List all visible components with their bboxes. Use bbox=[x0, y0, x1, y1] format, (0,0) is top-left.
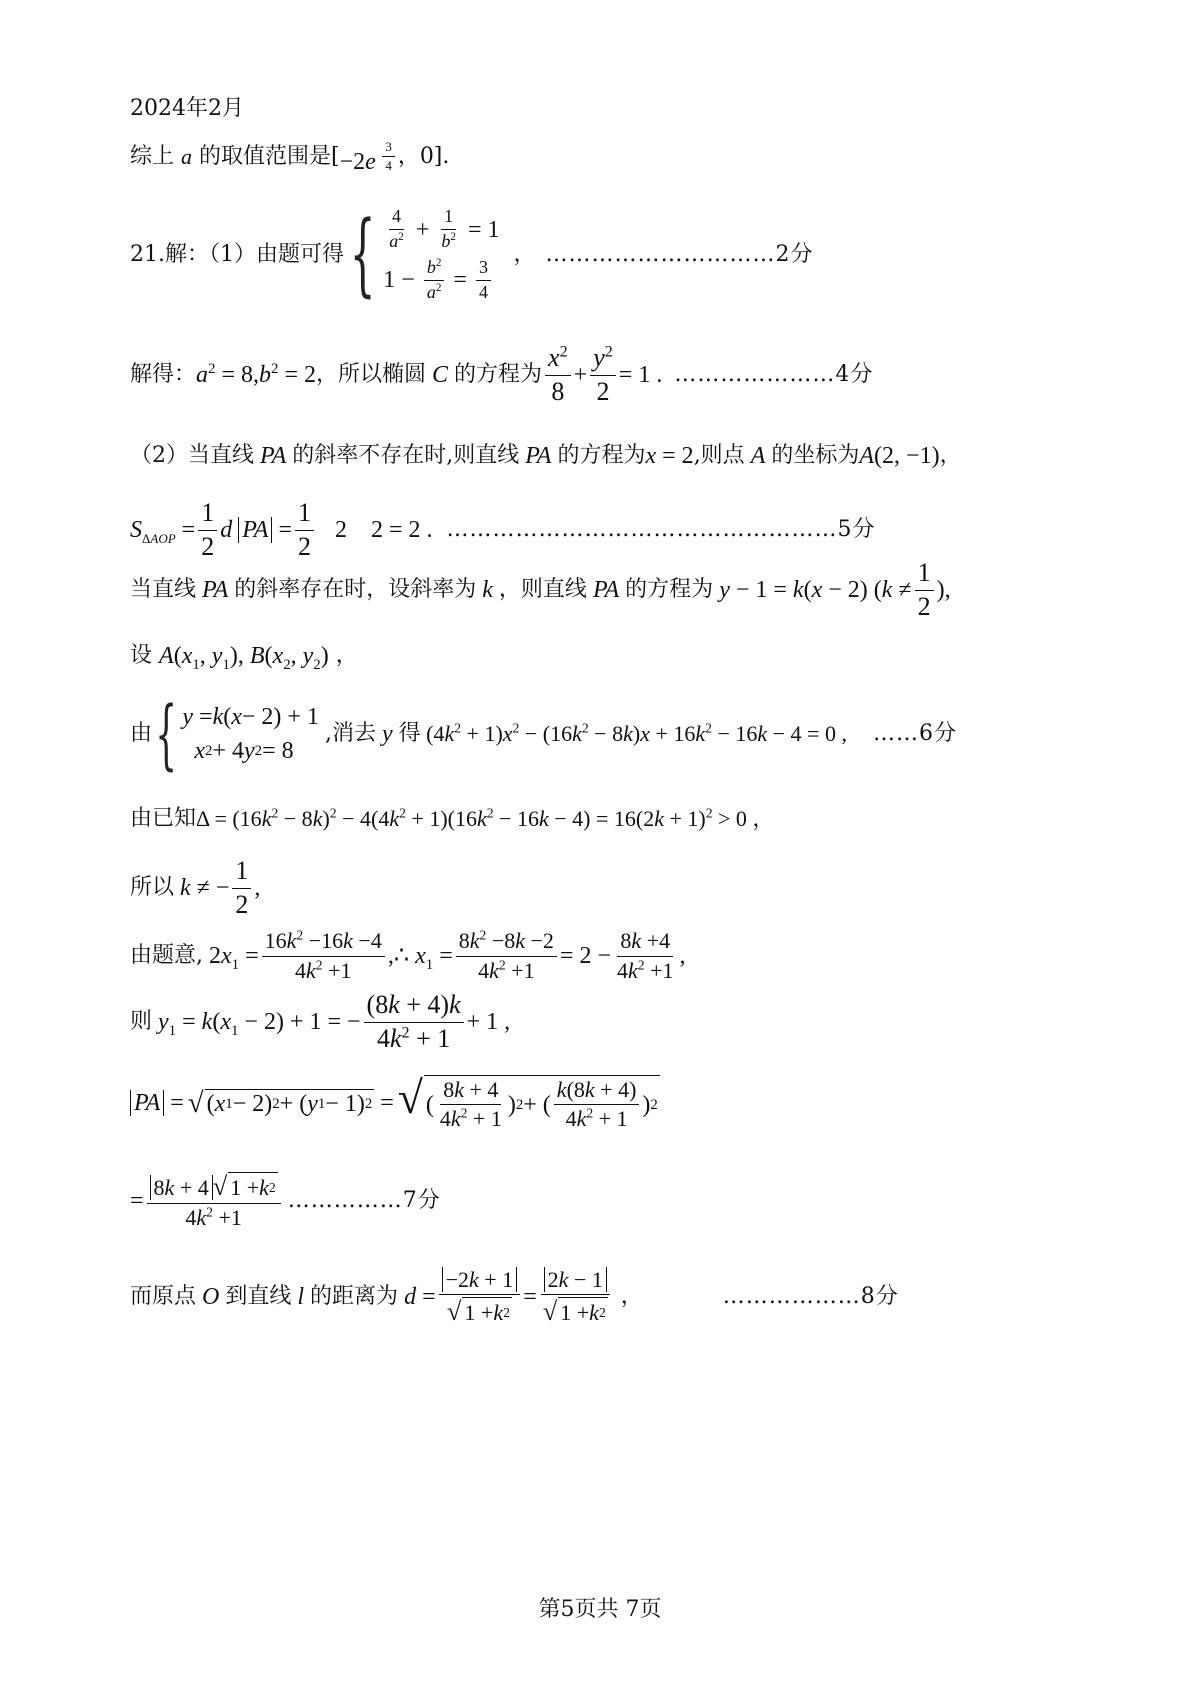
pa-line: PA = √ ( x 1 − 2) 2 + ( y 1 − 1) 2 = √ ( $\frac{8k + 4}{4k^2 + 1}$ ) 2 + ( $\frac{k(8k + 4)}{4k^2 + 1}$ ) 2 bbox=[130, 1068, 660, 1138]
score-2: …………………………2分 bbox=[545, 242, 814, 267]
score-5: ……………………………………………5分 bbox=[446, 517, 876, 542]
score-6: ……6分 bbox=[872, 721, 957, 746]
score-8: ………………8分 bbox=[722, 1284, 899, 1309]
system-line: 由 { y = k ( x − 2) + 1 x 2 + 4 y 2 = 8 ,消去 y 得 $(4k^2 + 1)x^2 - (16k^2 - 8k)x + 16k^2 - 16k - 4 = 0$ , ……6分 bbox=[130, 689, 957, 778]
solve-line: 解得： $a^2 = 8,b^2 = 2$ ，所以椭圆 C 的方程为 $\frac{x^2}{8}$ + $\frac{y^2}{2}$ = 1 . …………………4分 bbox=[130, 342, 874, 406]
pa-result-line: = 8k + 4 √ 1 + k 2 $4k^2 +1$ ……………7分 bbox=[130, 1170, 441, 1230]
slope-line: 当直线 PA 的斜率存在时，设斜率为 k ，则直线 PA 的方程为 y − 1 = k(x − 2) (k ≠ $\frac{1}{2}$ ), bbox=[130, 557, 951, 621]
area-line: $S_{\Delta AOP}$ = $\frac{1}{2}$ d PA = $\frac{1}{2}$ 2 2 = 2 . ……………………………………………5分 bbox=[130, 497, 876, 561]
summary-line: 综上 a 的取值范围是[ −2e $^{\frac{3}{4}}$ ，0]. bbox=[130, 139, 450, 176]
y1-line: 则 $y_1 = k(x_1 - 2) + 1$ = − $\frac{(8k + 4)k}{4k^2 + 1}$ + 1 , bbox=[130, 989, 511, 1053]
q21-part1: 21.解：（1）由题可得 { $\frac{4}{a^2}$ + $\frac{1}{b^2}$ = 1 1 − $\frac{b^2}{a^2}$ = $\frac{3}{4}$ ， …………………………2分 bbox=[130, 202, 814, 307]
so-line: 所以 k ≠ − $\frac{1}{2}$ , bbox=[130, 855, 261, 919]
distance-line: 而原点 O 到直线 l 的距离为 d = −2k + 1 √ 1 + k 2 = 2k − 1 √ 1 + k 2 ， ………………8分 bbox=[130, 1266, 899, 1327]
part2-line: （2）当直线 PA 的斜率不存在时,则直线 PA 的方程为 x = 2 ,则点 A 的坐标为 A(2, −1) ， bbox=[130, 443, 962, 469]
points-line: 设 $A(x_1$, $y_1$), $B(x_2$, $y_2$) ， bbox=[130, 643, 358, 673]
x1-line: 由题意, $2x_1$ = $\frac{16k^2 -16k -4}{4k^2 +1}$ ,∴ $x_1$ = $\frac{8k^2 -8k -2}{4k^2 +1}$ = 2 − $\frac{8k +4}{4k^2 +1}$ , bbox=[130, 927, 686, 983]
score-7: ……………7分 bbox=[287, 1188, 441, 1213]
score-4: …………………4分 bbox=[674, 362, 874, 387]
page-footer: 第5页共 7页 bbox=[538, 1597, 662, 1622]
date-header: 2024年2月 bbox=[130, 96, 244, 121]
discriminant-line: 由已知 $\Delta = (16k^2 - 8k)^2 - 4(4k^2 + 1)(16k^2 - 16k - 4) = 16(2k + 1)^2 > 0$ ， bbox=[130, 805, 775, 831]
